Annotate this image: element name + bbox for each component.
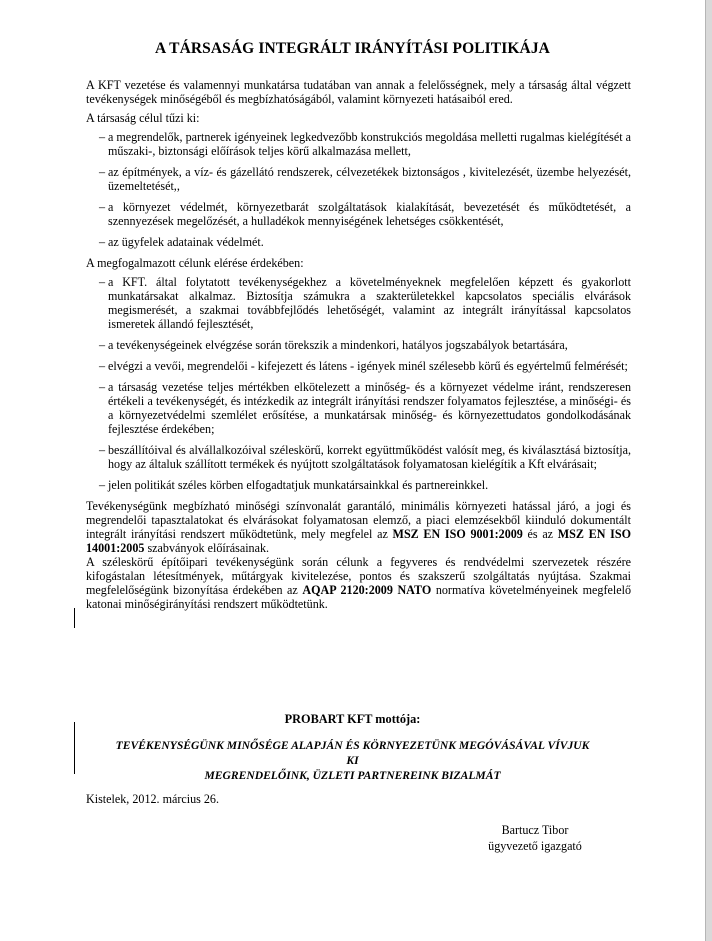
standards-paragraph (86, 499, 631, 555)
standard-iso9001: MSZ EN ISO 9001:2009 (392, 527, 523, 541)
margin-rule (74, 722, 75, 774)
means-item: – elvégzi a vevői, megrendelői - kifejezett és látens - igények minél szélesebb körű és egyértelmű felmérését; (108, 359, 631, 373)
motto-heading: PROBART KFT mottója: (284, 712, 421, 726)
goal-item: – a megrendelők, partnerek igényeinek legkedvezőbb konstrukciós megoldása melletti rugalmas kielégítését a műszaki-, biztonsági előírások teljes körű alkalmazása mellett, (108, 130, 631, 158)
means-list (86, 275, 631, 492)
motto-line: TEVÉKENYSÉGÜNK MINŐSÉGE ALAPJÁN ÉS KÖRNYEZETÜNK MEGÓVÁSÁVAL VÍVJUK KI (115, 739, 590, 767)
standards-text: Tevékenységünk megbízható minőségi színvonalát garantáló, minimális környezeti hatással járó, a jogi és megrendelői tapasztalatokat és elvárásokat folyamatosan elemző, a piaci elemzésekből kiinduló dokumentált integrált irányítási rendszert működtetünk, mely megfelel az (86, 499, 631, 541)
signer-title: ügyvezető igazgató (488, 839, 582, 853)
means-item: – a KFT. által folytatott tevékenységekhez a követelményeknek megfelelően képzett és gyakorlott munkatársakat alkalmaz. Biztosítja számukra a szakterületekkel kapcsolatos speciális elvárások megismerését, a szakmai továbbfejlődés lehetőségét, valamint az integrált irányítással kapcsolatos ismeretek állandó fejlesztését, (108, 275, 631, 331)
military-text: A széleskörű építőipari tevékenységünk során célunk a fegyveres és rendvédelmi szervezetek részére kifogástalan létesítmények, műtárgyak kivitelezése, pontos és szakszerű szolgáltatás nyújtása. Szakmai megfelelőségünk bizonyítása érdekében az (86, 555, 631, 597)
military-text: normatíva követelményeinek megfelelő katonai minőségirányítási rendszert működtetünk. (86, 583, 631, 611)
page-title: A TÁRSASÁG INTEGRÁLT IRÁNYÍTÁSI POLITIKÁJA (155, 40, 550, 57)
motto-text (110, 738, 595, 783)
means-item: – a tevékenységeinek elvégzése során törekszik a mindenkori, hatályos jogszabályok betartására, (108, 338, 631, 352)
signer-name: Bartucz Tibor (501, 823, 569, 837)
intro-paragraph: A KFT vezetése és valamennyi munkatársa tudatában van annak a felelősségnek, mely a társaság által végzett tevékenységek minőségéből és megbízhatóságából, valamint környezeti hatásaiból ered. (86, 78, 631, 106)
standard-iso14001: MSZ EN ISO 14001:2005 (86, 527, 631, 555)
goal-item: – az ügyfelek adatainak védelmét. (108, 235, 631, 249)
standards-text: szabványok előírásainak. (144, 541, 270, 555)
goals-lead: A társaság célul tűzi ki: (86, 111, 200, 125)
margin-rule (74, 608, 75, 628)
means-item: – jelen politikát széles körben elfogadtatjuk munkatársainkkal és partnereinkkel. (108, 478, 631, 492)
signature-block (455, 822, 615, 854)
means-item: – beszállítóival és alvállalkozóival széleskörű, korrekt együttműködést valósít meg, és kiválasztásá biztosítja, hogy az általuk szállított termékek és nyújtott szolgáltatások folyamatosan kielégítik a Kft elvárásait; (108, 443, 631, 471)
standards-text: és az (522, 527, 558, 541)
means-lead: A megfogalmazott célunk elérése érdekében: (86, 256, 304, 270)
goal-item: – az építmények, a víz- és gázellátó rendszerek, célvezetékek biztonságos , kivitelezését, üzembe helyezését, üzemeltetését,, (108, 165, 631, 193)
goal-item: – a környezet védelmét, környezetbarát szolgáltatások kialakítását, bevezetését és működtetését, a szennyezések megelőzését, a hulladékok mennyiségének lehetséges csökkentését, (108, 200, 631, 228)
motto-line: MEGRENDELŐINK, ÜZLETI PARTNEREINK BIZALMÁT (204, 769, 501, 782)
means-item: – a társaság vezetése teljes mértékben elkötelezett a minőség- és a környezet védelme iránt, rendszeresen értékeli a tevékenységét, és intézkedik az integrált irányítási rendszer folyamatos fejlesztése, a minőségi- és a környezetvédelmi szemlélet erősítése, a munkatársak minőség- és környezettudatos gondolkodásának fejlesztése érdekében; (108, 380, 631, 436)
place-date: Kistelek, 2012. március 26. (86, 792, 220, 806)
document-body (86, 78, 631, 611)
military-paragraph (86, 555, 631, 611)
goals-list (86, 130, 631, 249)
standard-aqap: AQAP 2120:2009 NATO (302, 583, 432, 597)
